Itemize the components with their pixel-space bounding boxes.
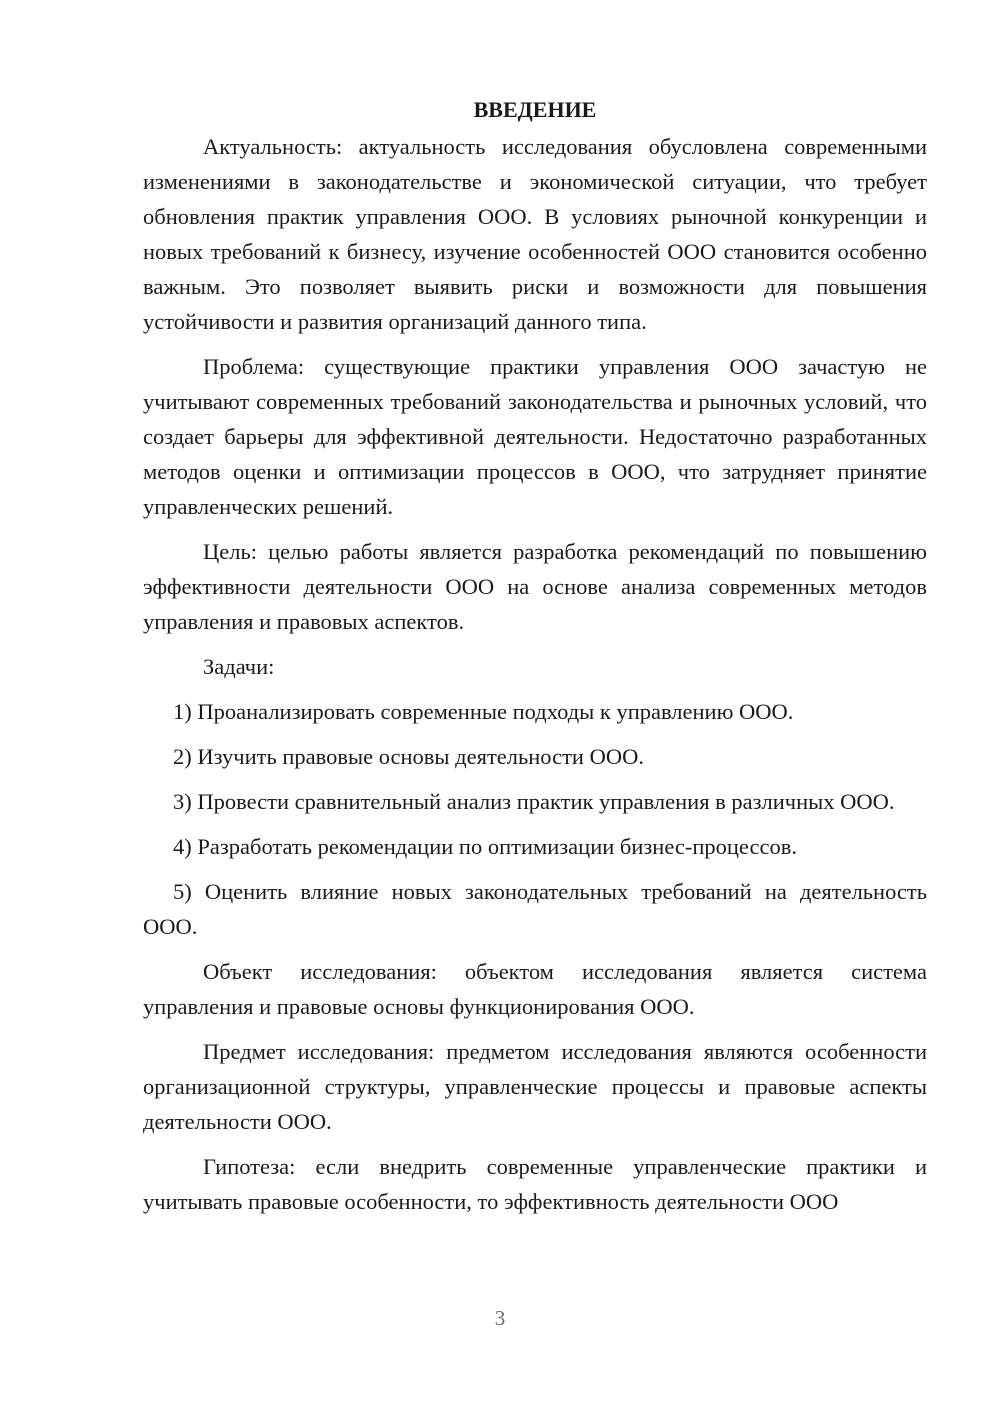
task-item-1: 1) Проанализировать современные подходы к управлению ООО.	[173, 699, 794, 724]
object-paragraph: Объект исследования: объектом исследования является система управления и правовые основы функционирования ООО.	[143, 959, 927, 1019]
tasks-title: Задачи:	[203, 654, 275, 679]
page-number: 3	[494, 1306, 506, 1330]
goal-paragraph: Цель: целью работы является разработка рекомендаций по повышению эффективности деятельности ООО на основе анализа современных методов управления и правовых аспектов.	[143, 539, 927, 634]
task-item-4: 4) Разработать рекомендации по оптимизации бизнес-процессов.	[173, 834, 797, 859]
relevance-paragraph: Актуальность: актуальность исследования обусловлена современными изменениями в законодательстве и экономической ситуации, что требует обновления практик управления ООО. В условиях рыночной конкуренции и новых требований к бизнесу, изучение особенностей ООО становится особенно важным. Это позволяет выявить риски и возможности для повышения устойчивости и развития организаций данного типа.	[143, 134, 927, 334]
hypothesis-paragraph: Гипотеза: если внедрить современные управленческие практики и учитывать правовые особенности, то эффективность деятельности ООО	[143, 1154, 927, 1214]
subject-paragraph: Предмет исследования: предметом исследования являются особенности организационной структуры, управленческие процессы и правовые аспекты деятельности ООО.	[143, 1039, 927, 1134]
task-item-5: 5) Оценить влияние новых законодательных требований на деятельность ООО.	[143, 879, 927, 939]
document-page	[143, 92, 927, 1219]
task-item-2: 2) Изучить правовые основы деятельности ООО.	[173, 744, 644, 769]
problem-paragraph: Проблема: существующие практики управления ООО зачастую не учитывают современных требований законодательства и рыночных условий, что создает барьеры для эффективной деятельности. Недостаточно разработанных методов оценки и оптимизации процессов в ООО, что затрудняет принятие управленческих решений.	[143, 354, 927, 519]
task-item-3: 3) Провести сравнительный анализ практик управления в различных ООО.	[173, 789, 895, 814]
section-heading: ВВЕДЕНИЕ	[473, 97, 597, 122]
